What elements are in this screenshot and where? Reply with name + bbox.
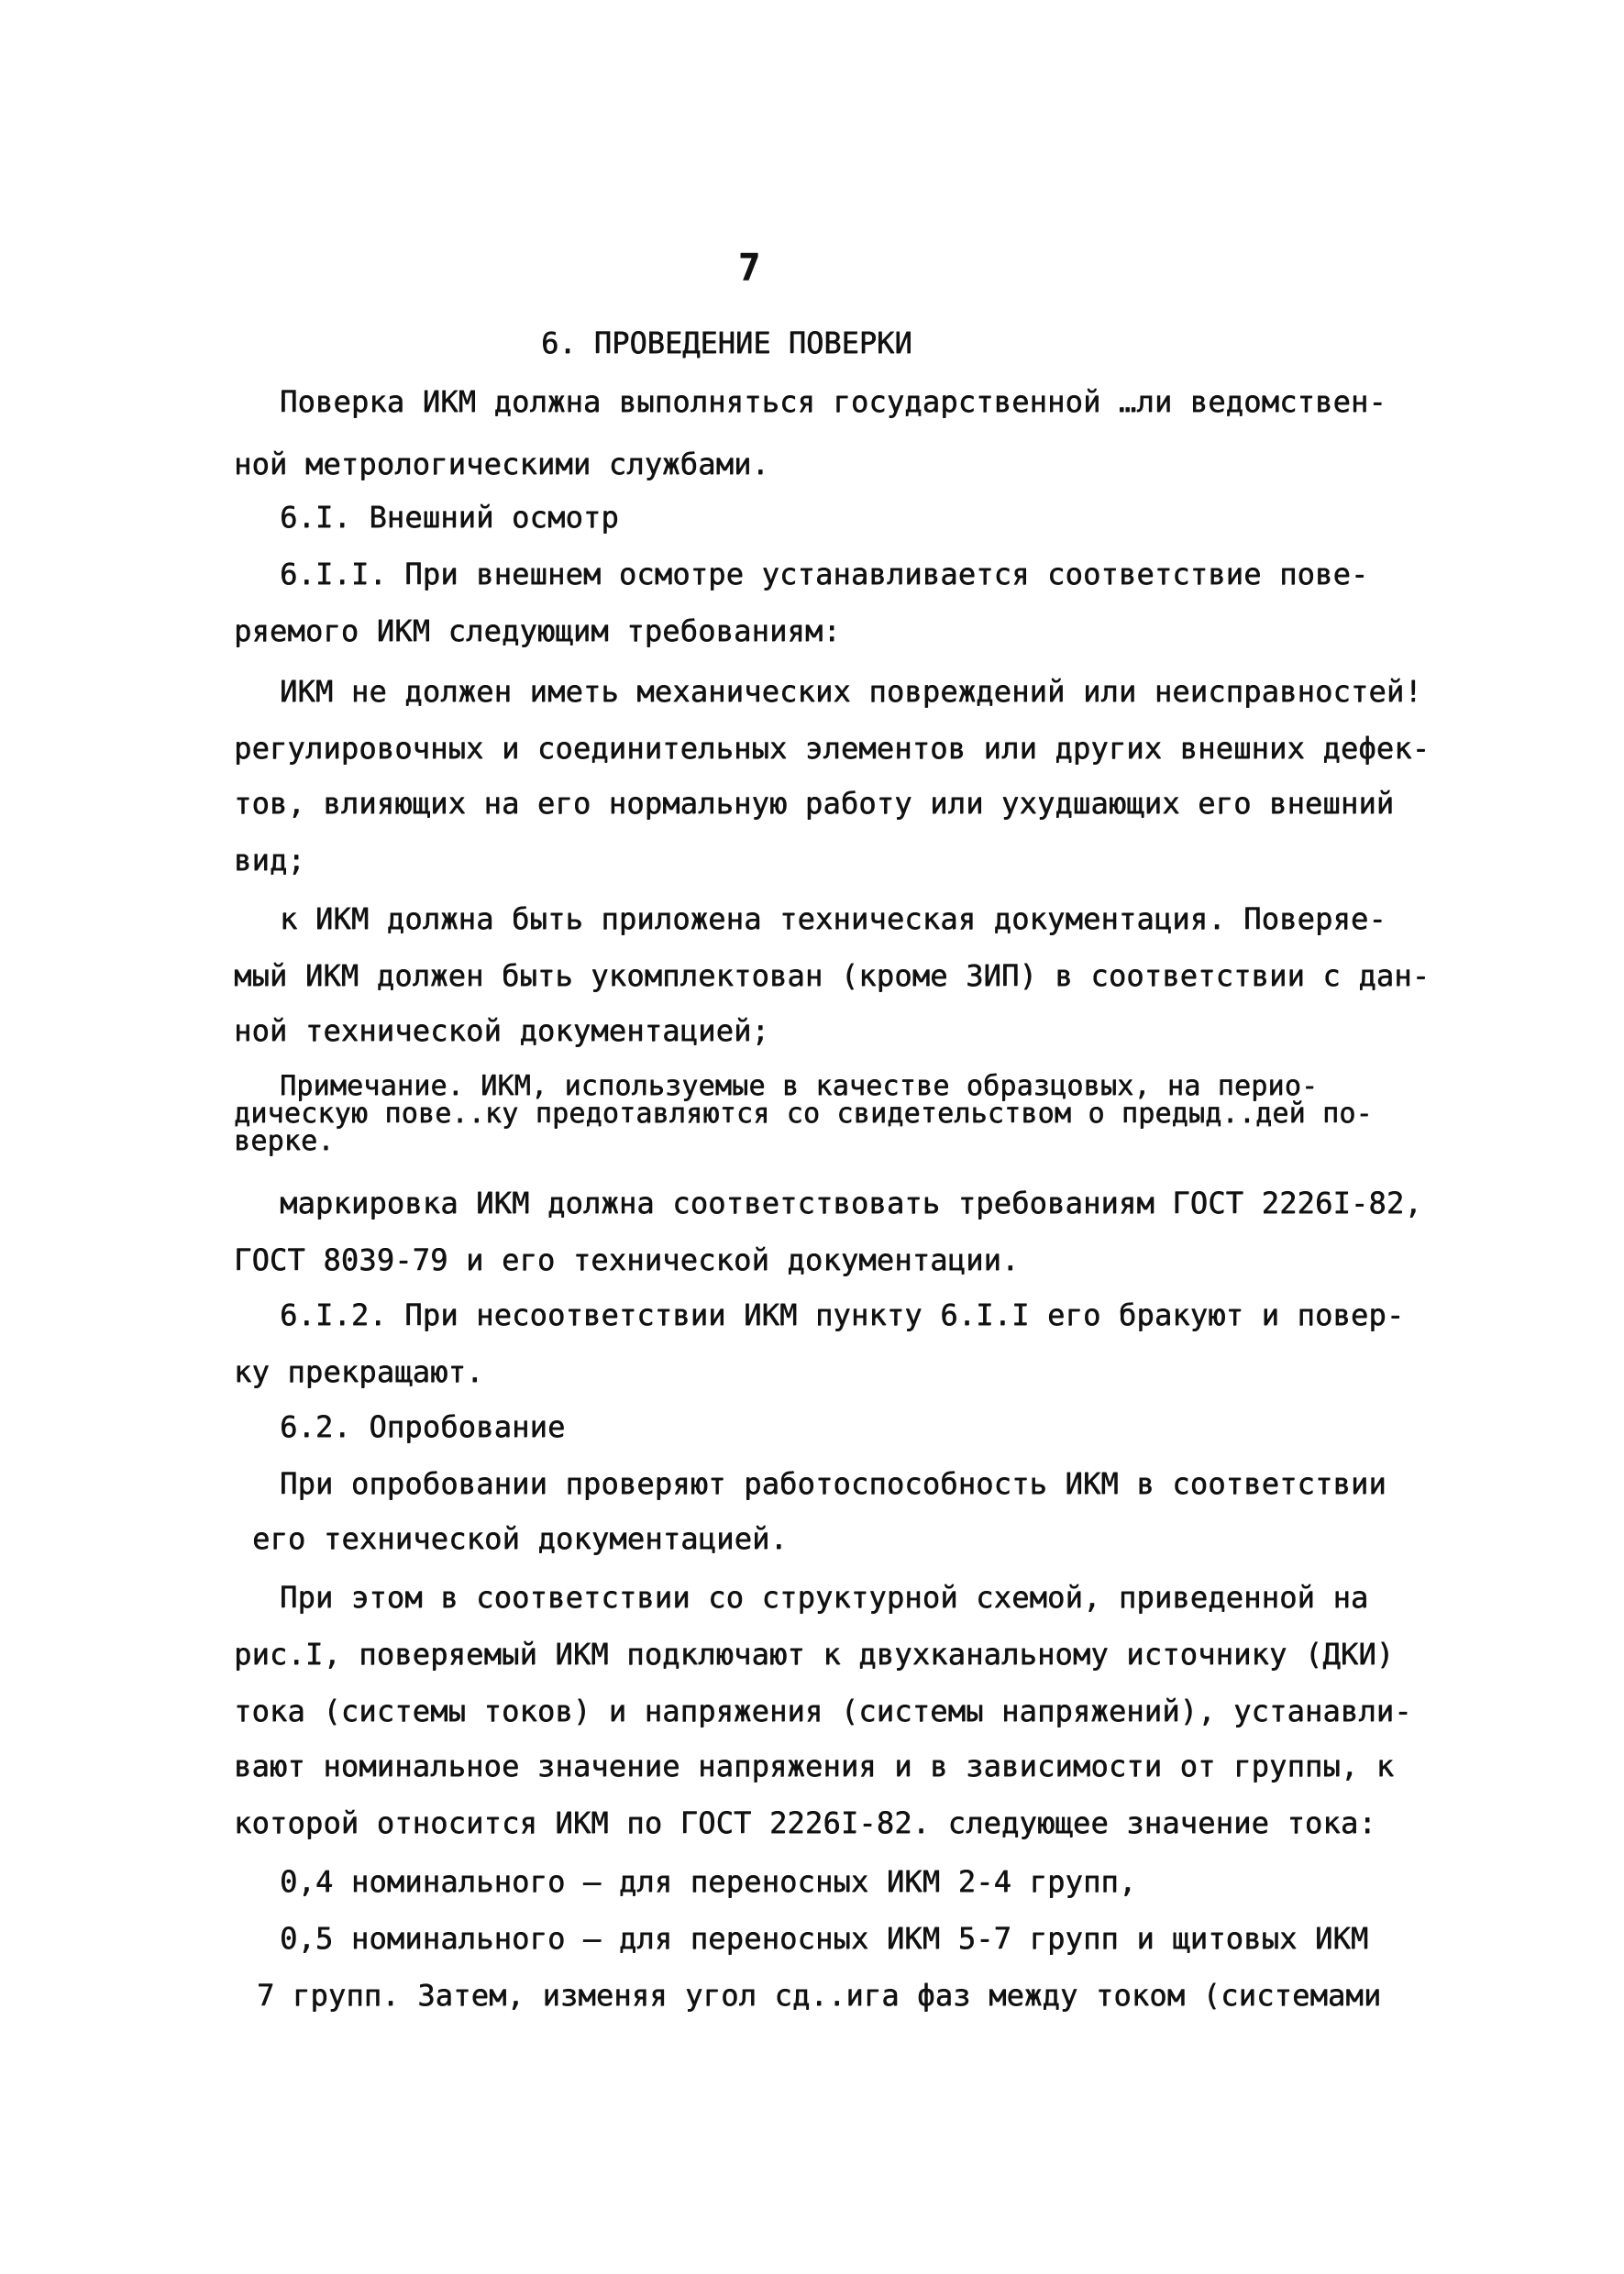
text-line: ГОСТ 8039-79 и его технической документации. (234, 1242, 1020, 1277)
text-line: ку прекращают. (234, 1354, 484, 1389)
text-line: тов, влияющих на его нормальную работу или ухудшающих его внешний (234, 786, 1395, 821)
text-line: рис.I, поверяемый ИКМ подключают к двухканальному источнику (ДКИ) (234, 1637, 1395, 1672)
text-line: 6.I.I. При внешнем осмотре устанавливается соответствие пове- (280, 557, 1369, 591)
text-line: мый ИКМ должен быть укомплектован (кроме ЗИП) в соответствии с дан- (234, 958, 1431, 993)
text-line: При опробовании проверяют работоспособность ИКМ в соответствии (280, 1466, 1386, 1501)
text-line: ряемого ИКМ следующим требованиям: (234, 613, 841, 648)
text-line: Поверка ИКМ должна выполняться государственной …ли ведомствен- (280, 384, 1386, 419)
subsection-heading: 6.2. Опробование (280, 1409, 566, 1444)
note-line: дическую пове..ку предотавляются со свидетельством о предыд..дей по- (234, 1098, 1373, 1130)
text-line: ной технической документацией; (234, 1013, 769, 1048)
text-line: регулировочных и соединительных элементов или других внешних дефек- (234, 731, 1431, 766)
text-line: 0,4 номинального – для переносных ИКМ 2-4 групп, (280, 1864, 1137, 1899)
text-line: При этом в соответствии со структурной схемой, приведенной на (280, 1580, 1369, 1615)
note-line: Примечание. ИКМ, используемые в качестве образцовых, на перио- (280, 1070, 1319, 1102)
note-line: верке. (234, 1125, 335, 1157)
text-line: 6.I.2. При несоответствии ИКМ пункту 6.I.I его бракуют и повер- (280, 1297, 1405, 1332)
text-line: к ИКМ должна быть приложена техническая документация. Поверяе- (280, 901, 1386, 936)
text-line: вают номинальное значение напряжения и в зависимости от группы, к (234, 1749, 1395, 1783)
text-line: ИКМ не должен иметь механических повреждений или неисправностей! (280, 674, 1422, 709)
section-title: 6. ПРОВЕДЕНИЕ ПОВЕРКИ (541, 326, 912, 360)
text-line: которой относится ИКМ по ГОСТ 2226I-82. следующее значение тока: (234, 1805, 1376, 1840)
text-line: ной метрологическими службами. (234, 447, 769, 481)
subsection-heading: 6.I. Внешний осмотр (280, 500, 619, 535)
text-line: маркировка ИКМ должна соответствовать требованиям ГОСТ 2226I-82, (280, 1186, 1422, 1220)
text-line: вид; (234, 843, 305, 878)
text-line: 7 групп. Затем, изменяя угол сд..ига фаз между током (системами (257, 1978, 1382, 2013)
page-number: 7 (738, 247, 761, 289)
text-line: его технической документацией. (252, 1521, 788, 1556)
text-line: 0,5 номинального – для переносных ИКМ 5-7 групп и щитовых ИКМ (280, 1921, 1369, 1956)
text-line: тока (системы токов) и напряжения (системы напряжений), устанавли- (234, 1694, 1412, 1728)
